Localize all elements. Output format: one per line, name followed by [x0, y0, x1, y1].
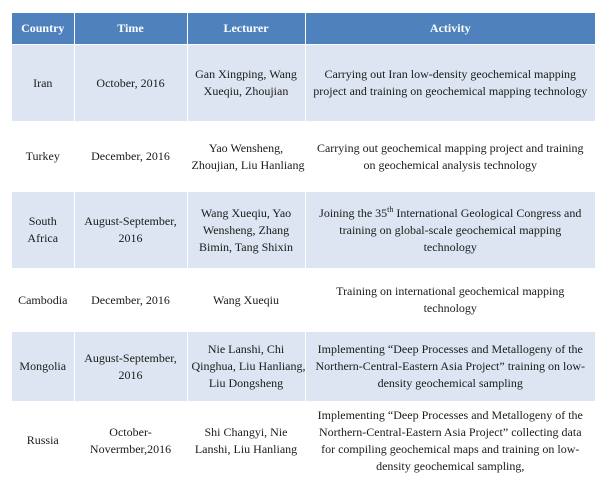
- cell-time: October- Novermber,2016: [74, 402, 187, 480]
- cell-time: December, 2016: [74, 269, 187, 332]
- cell-activity: Implementing “Deep Processes and Metallogeny of the Northern-Central-Eastern Asia Project” collecting data for compiling geochemical maps and training on low- density geochemical sampling,: [305, 402, 595, 480]
- cell-country: Iran: [12, 45, 74, 122]
- header-row: [12, 13, 595, 45]
- cell-activity: Joining the 35th International Geological Congress and training on global-scale geochemical mapping technology: [305, 192, 595, 269]
- cell-lecturer: Wang Xueqiu, Yao Wensheng, Zhang Bimin, Tang Shixin: [187, 192, 305, 269]
- cell-lecturer: Shi Changyi, Nie Lanshi, Liu Hanliang: [187, 402, 305, 480]
- ordinal-superscript: th: [387, 204, 394, 214]
- table-row-cambodia: [12, 269, 595, 332]
- header-activity: Activity: [305, 13, 595, 45]
- cell-time: October, 2016: [74, 45, 187, 122]
- header-lecturer: Lecturer: [187, 13, 305, 45]
- cell-time: December, 2016: [74, 122, 187, 192]
- table-row-iran: [12, 45, 595, 122]
- cell-country: Turkey: [12, 122, 74, 192]
- cell-time: August-September, 2016: [74, 332, 187, 402]
- cell-country: Russia: [12, 402, 74, 480]
- cell-country: South Africa: [12, 192, 74, 269]
- cell-activity: Carrying out Iran low-density geochemical mapping project and training on geochemical mapping technology: [305, 45, 595, 122]
- activity-table: [12, 13, 595, 480]
- table-row-turkey: [12, 122, 595, 192]
- cell-time: August-September, 2016: [74, 192, 187, 269]
- cell-lecturer: Yao Wensheng, Zhoujian, Liu Hanliang: [187, 122, 305, 192]
- cell-lecturer: Gan Xingping, Wang Xueqiu, Zhoujian: [187, 45, 305, 122]
- table-row-mongolia: [12, 332, 595, 402]
- header-country: Country: [12, 13, 74, 45]
- table-row-south-africa: [12, 192, 595, 269]
- cell-lecturer: Wang Xueqiu: [187, 269, 305, 332]
- cell-activity: Implementing “Deep Processes and Metallogeny of the Northern-Central-Eastern Asia Project” training on low- density geochemical sampling: [305, 332, 595, 402]
- cell-country: Mongolia: [12, 332, 74, 402]
- cell-country: Cambodia: [12, 269, 74, 332]
- activity-first-line: Joining the 35th International Geological Congress and: [319, 204, 582, 220]
- header-time: Time: [74, 13, 187, 45]
- cell-activity: Carrying out geochemical mapping project and training on geochemical analysis technology: [305, 122, 595, 192]
- cell-lecturer: Nie Lanshi, Chi Qinghua, Liu Hanliang, Liu Dongsheng: [187, 332, 305, 402]
- table-row-russia: [12, 402, 595, 480]
- cell-activity: Training on international geochemical mapping technology: [305, 269, 595, 332]
